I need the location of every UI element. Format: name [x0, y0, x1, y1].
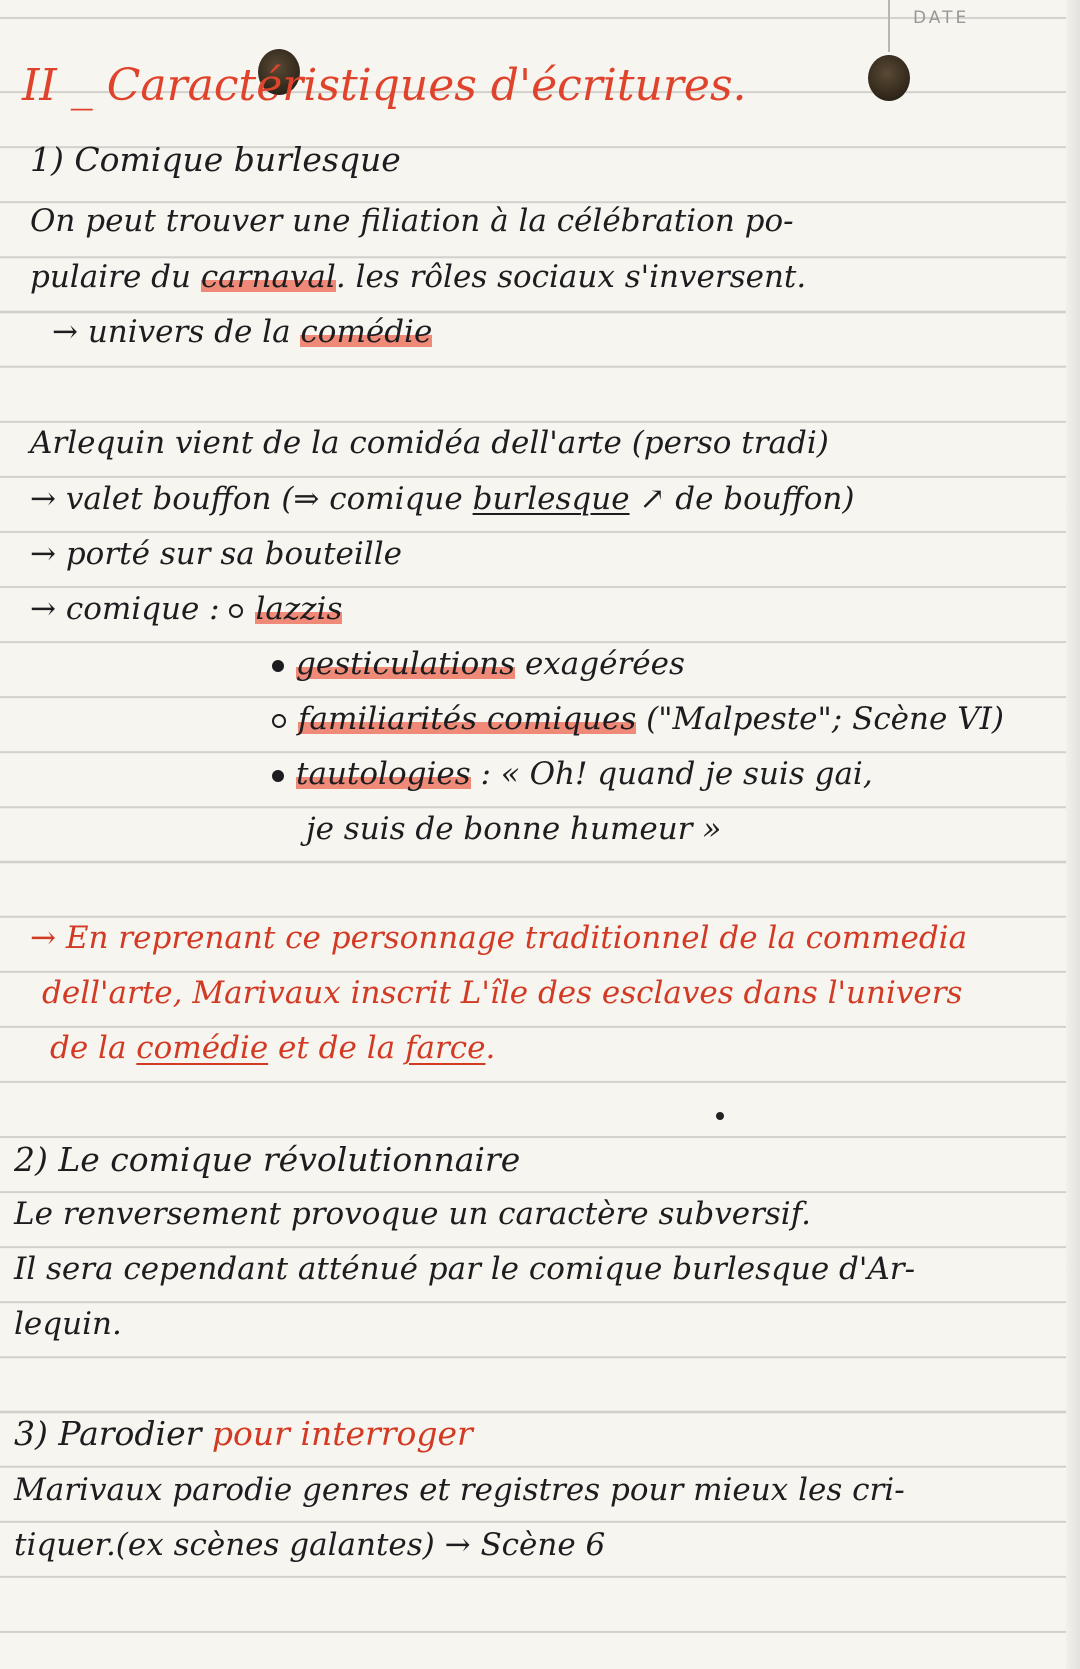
paragraph-line: pulaire du carnaval. les rôles sociaux s'inversent. — [30, 259, 807, 295]
ink-dot — [716, 1112, 724, 1120]
bullet-icon — [272, 660, 284, 672]
conclusion-line: de la comédie et de la farce. — [50, 1030, 496, 1066]
highlight: lazzis — [255, 591, 343, 627]
list-item: familiarités comiques ("Malpeste"; Scène VI) — [272, 701, 1004, 737]
highlight: comédie — [300, 314, 433, 350]
paragraph-line: → valet bouffon (⇒ comique burlesque ↗ de bouffon) — [30, 481, 855, 517]
paragraph-line: Le renversement provoque un caractère subversif. — [14, 1196, 811, 1232]
bullet-icon — [229, 604, 243, 618]
date-label: DATE — [913, 8, 970, 28]
paragraph-line: Marivaux parodie genres et registres pour mieux les cri- — [14, 1472, 905, 1508]
punch-hole — [868, 55, 910, 101]
bullet-icon — [272, 714, 286, 728]
paragraph-line: → porté sur sa bouteille — [30, 536, 402, 572]
conclusion-line: dell'arte, Marivaux inscrit L'île des esclaves dans l'univers — [42, 975, 963, 1011]
page-edge — [1066, 0, 1080, 1669]
paragraph-line: Il sera cependant atténué par le comique burlesque d'Ar- — [14, 1251, 916, 1287]
list-item: gesticulations exagérées — [272, 646, 685, 682]
paragraph-line: tiquer.(ex scènes galantes) → Scène 6 — [14, 1527, 606, 1563]
paragraph-line: Arlequin vient de la comidéa dell'arte (perso tradi) — [30, 425, 829, 461]
paragraph-line: lequin. — [14, 1306, 122, 1342]
list-item: tautologies : « Oh! quand je suis gai, — [272, 756, 873, 792]
subsection-heading-3: 3) Parodier pour interroger — [14, 1414, 473, 1453]
paragraph-line: → comique : lazzis — [30, 591, 343, 627]
list-item-continuation: je suis de bonne humeur » — [306, 811, 722, 847]
subsection-heading-2: 2) Le comique révolutionnaire — [14, 1140, 521, 1179]
subsection-heading-1: 1) Comique burlesque — [30, 140, 401, 179]
paragraph-line: On peut trouver une filiation à la célébration po- — [30, 203, 794, 239]
bullet-icon — [272, 770, 284, 782]
highlight: carnaval — [200, 259, 336, 295]
date-divider — [888, 0, 890, 52]
section-title: II _ Caractéristiques d'écritures. — [22, 60, 747, 111]
conclusion-line: → En reprenant ce personnage traditionnel de la commedia — [30, 920, 968, 956]
paragraph-line: → univers de la comédie — [52, 314, 433, 350]
